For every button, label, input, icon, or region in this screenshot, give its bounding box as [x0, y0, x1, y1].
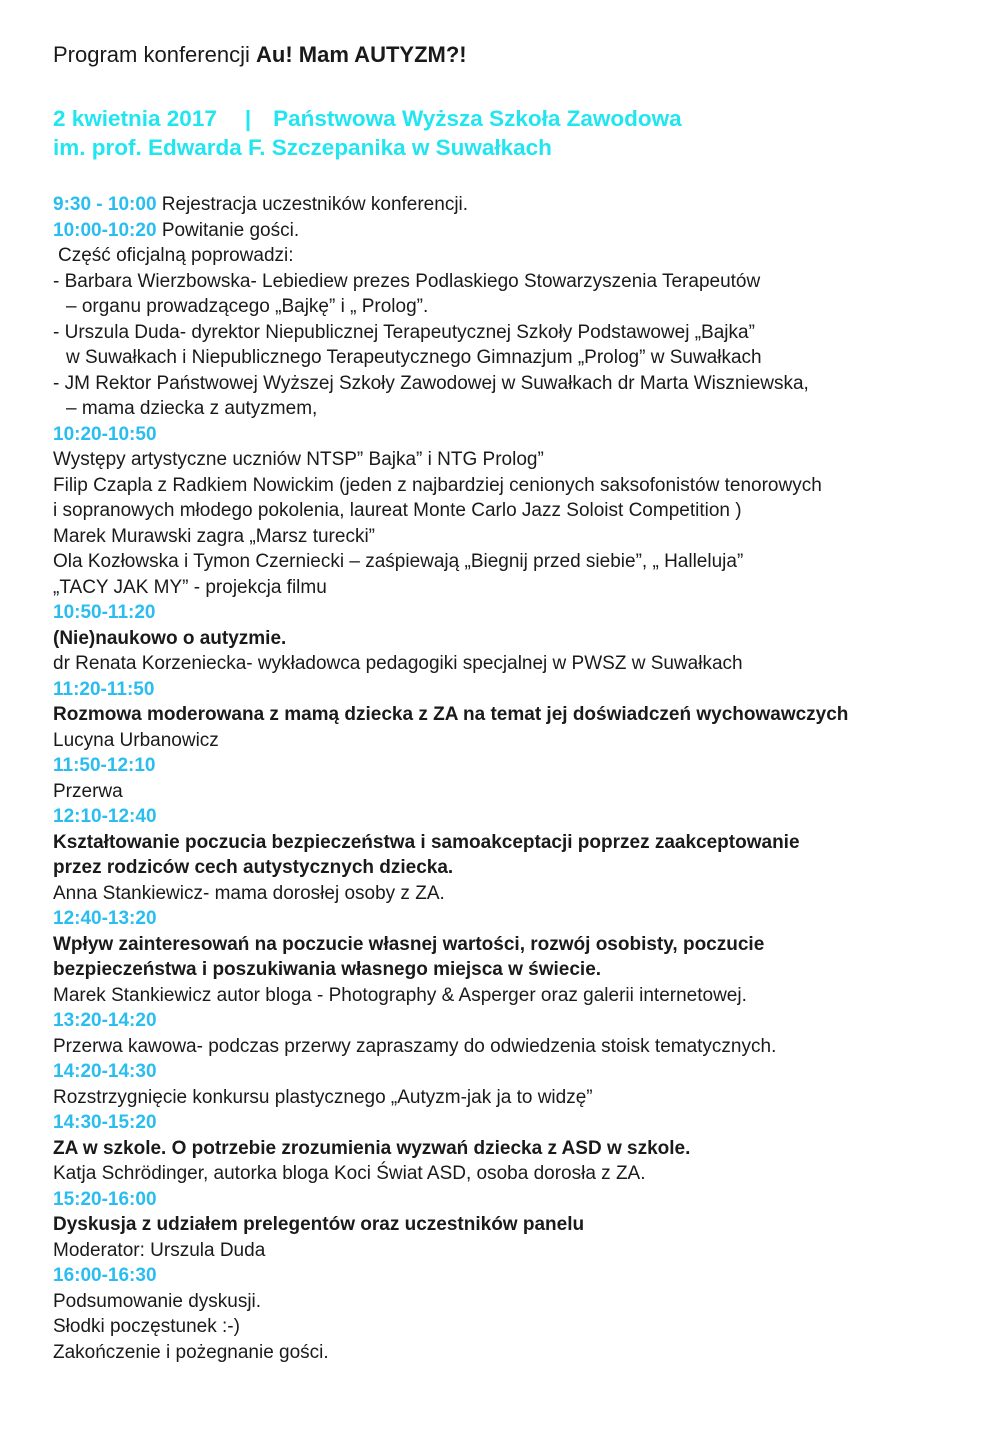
session-detail: Podsumowanie dyskusji. — [53, 1290, 262, 1312]
session-title: Rozmowa moderowana z mamą dziecka z ZA na temat jej doświadczeń wychowawczych — [53, 704, 849, 725]
session-time: 9:30 - 10:00 — [53, 194, 157, 215]
session-detail: Anna Stankiewicz- mama dorosłej osoby z ZA. — [53, 882, 445, 904]
conference-name: Au! Mam AUTYZM?! — [256, 42, 467, 67]
session-time: 15:20-16:00 — [53, 1188, 157, 1210]
session-block — [53, 422, 1000, 601]
official-line: w Suwałkach i Niepublicznego Terapeutycznego Gimnazjum „Prolog” w Suwałkach — [66, 347, 762, 368]
session-detail: Marek Murawski zagra „Marsz turecki” — [53, 525, 375, 547]
session-block — [53, 677, 1000, 754]
session-time: 16:00-16:30 — [53, 1265, 157, 1286]
official-intro: Część oficjalną poprowadzi: — [58, 245, 294, 266]
event-details — [53, 104, 682, 162]
session-time: 10:20-10:50 — [53, 423, 157, 445]
session-time: 10:50-11:20 — [53, 602, 156, 623]
title-prefix: Program konferencji — [53, 42, 250, 67]
venue-line-1: Państwowa Wyższa Szkoła Zawodowa — [273, 106, 682, 131]
session-title: Wpływ zainteresowań na poczucie własnej wartości, rozwój osobisty, poczucie — [53, 933, 765, 955]
session-title: Dyskusja z udziałem prelegentów oraz uczestników panelu — [53, 1214, 585, 1235]
session-block — [53, 804, 1000, 906]
session-detail: Ola Kozłowska i Tymon Czerniecki – zaśpiewają „Biegnij przed siebie”, „ Halleluja” — [53, 551, 744, 572]
session-title: przez rodziców cech autystycznych dziecka. — [53, 857, 454, 878]
session-title: bezpieczeństwa i poszukiwania własnego miejsca w świecie. — [53, 959, 602, 980]
official-line: – organu prowadzącego „Bajkę” i „ Prolog”. — [66, 296, 429, 317]
session-block — [53, 906, 1000, 1008]
official-line: – mama dziecka z autyzmem, — [66, 398, 318, 419]
session-detail: Rozstrzygnięcie konkursu plastycznego „Autyzm-jak ja to widzę” — [53, 1086, 593, 1108]
session-time: 11:20-11:50 — [53, 678, 155, 700]
schedule-welcome — [53, 218, 1000, 244]
session-block — [53, 600, 1000, 677]
date-venue-line — [53, 104, 682, 133]
session-time: 12:40-13:20 — [53, 908, 157, 929]
session-detail: Zakończenie i pożegnanie gości. — [53, 1341, 329, 1363]
document-title — [53, 41, 467, 69]
session-text: Powitanie gości. — [161, 219, 300, 241]
session-detail: Słodki poczęstunek :-) — [53, 1316, 240, 1337]
session-time: 14:20-14:30 — [53, 1061, 157, 1082]
official-line: - Barbara Wierzbowska- Lebiediew prezes Podlaskiego Stowarzyszenia Terapeutów — [53, 270, 761, 292]
session-detail: Lucyna Urbanowicz — [53, 729, 219, 751]
session-detail: Moderator: Urszula Duda — [53, 1239, 266, 1261]
session-block — [53, 1263, 1000, 1365]
official-line: - JM Rektor Państwowej Wyższej Szkoły Zawodowej w Suwałkach dr Marta Wiszniewska, — [53, 372, 809, 394]
program-schedule — [53, 192, 1000, 1365]
session-detail: dr Renata Korzeniecka- wykładowca pedagogiki specjalnej w PWSZ w Suwałkach — [53, 653, 743, 674]
session-detail: Przerwa — [53, 780, 123, 802]
session-block — [53, 1059, 1000, 1110]
official-line: - Urszula Duda- dyrektor Niepublicznej Terapeutycznej Szkoły Podstawowej „Bajka” — [53, 321, 755, 343]
session-time: 13:20-14:20 — [53, 1010, 157, 1031]
session-block — [53, 753, 1000, 804]
schedule-registration — [53, 192, 1000, 218]
session-detail: „TACY JAK MY” - projekcja filmu — [53, 576, 327, 598]
session-text: Rejestracja uczestników konferencji. — [161, 194, 469, 215]
separator: | — [244, 106, 252, 131]
session-detail: Filip Czapla z Radkiem Nowickim (jeden z najbardziej cenionych saksofonistów tenorowych — [53, 474, 822, 496]
session-detail: Katja Schrödinger, autorka bloga Koci Świat ASD, osoba dorosła z ZA. — [53, 1163, 646, 1184]
session-time: 11:50-12:10 — [53, 755, 156, 776]
session-detail: Przerwa kawowa- podczas przerwy zapraszamy do odwiedzenia stoisk tematycznych. — [53, 1035, 777, 1057]
sessions-list — [53, 422, 1000, 1366]
session-detail: i sopranowych młodego pokolenia, laureat Monte Carlo Jazz Soloist Competition ) — [53, 500, 742, 521]
event-date: 2 kwietnia 2017 — [53, 106, 217, 131]
session-title: ZA w szkole. O potrzebie zrozumienia wyzwań dziecka z ASD w szkole. — [53, 1137, 691, 1159]
session-detail: Występy artystyczne uczniów NTSP” Bajka” i NTG Prolog” — [53, 449, 544, 470]
session-detail: Marek Stankiewicz autor bloga - Photography & Asperger oraz galerii internetowej. — [53, 984, 747, 1006]
session-time: 10:00-10:20 — [53, 219, 157, 241]
session-block — [53, 1110, 1000, 1187]
session-block — [53, 1187, 1000, 1264]
session-title: (Nie)naukowo o autyzmie. — [53, 627, 287, 649]
session-time: 14:30-15:20 — [53, 1112, 157, 1133]
session-title: Kształtowanie poczucia bezpieczeństwa i samoakceptacji poprzez zaakceptowanie — [53, 831, 800, 853]
session-block — [53, 1008, 1000, 1059]
venue-line-2: im. prof. Edwarda F. Szczepanika w Suwałkach — [53, 135, 552, 160]
session-time: 12:10-12:40 — [53, 806, 157, 827]
